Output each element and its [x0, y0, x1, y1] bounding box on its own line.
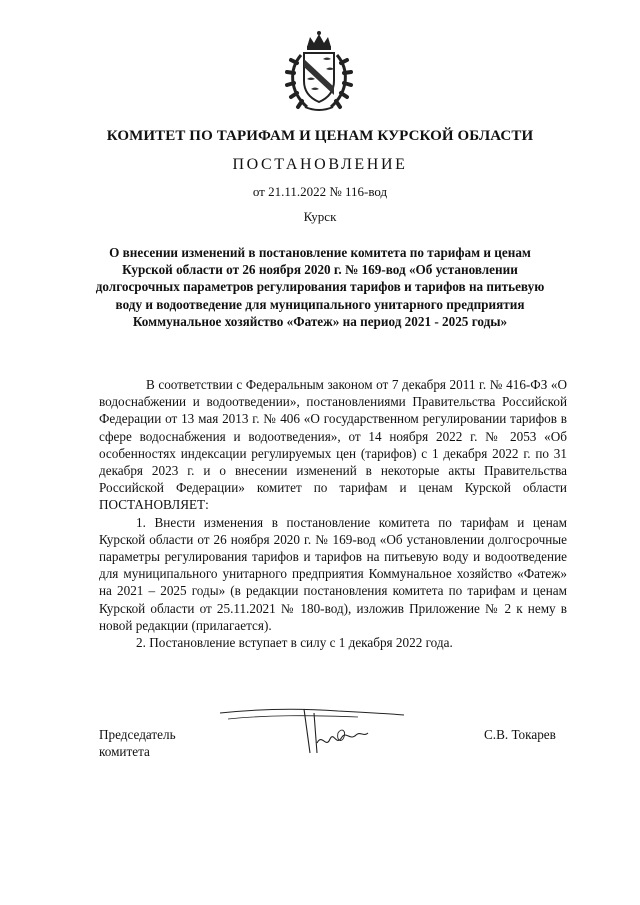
coat-of-arms-icon: [283, 29, 355, 113]
signatory-title: [99, 727, 176, 760]
signatory-title-line-2: комитета: [99, 743, 150, 759]
document-type: ПОСТАНОВЛЕНИЕ: [232, 156, 408, 173]
signatory-name: С.В. Токарев: [484, 727, 556, 742]
document-subject: О внесении изменений в постановление комитета по тарифам и ценам Курской области от 26 ноября 2020 г. № 169-вод «Об установлении долгосрочных параметров регулирования тарифов и тарифов на питьевую воду и водоотведение для муниципального унитарного предприятия Коммунальное хозяйство «Фатеж» на период 2021 - 2025 годы»: [95, 245, 545, 329]
preamble-paragraph: В соответствии с Федеральным законом от 7 декабря 2011 г. № 416-ФЗ «О водоснабжении и водоотведении», постановлениями Правительства Российской Федерации от 13 мая 2013 г. № 406 «О государственном регулировании тарифов в сфере водоснабжения и водоотведения», от 14 ноября 2022 г. № 2053 «Об особенностях индексации регулируемых цен (тарифов) с 1 декабря 2022 г. по 31 декабря 2023 г. и о внесении изменений в некоторые акты Правительства Российской Федерации» комитет по тарифам и ценам Курской области ПОСТАНОВЛЯЕТ:: [99, 377, 567, 513]
organization-title: КОМИТЕТ ПО ТАРИФАМ И ЦЕНАМ КУРСКОЙ ОБЛАСТИ: [106, 128, 534, 144]
handwritten-signature: [218, 703, 408, 759]
document-city: Курск: [303, 209, 337, 224]
signatory-title-line-1: Председатель: [99, 727, 176, 742]
resolution-item-2: 2. Постановление вступает в силу с 1 декабря 2022 года.: [136, 635, 453, 651]
document-date-number: от 21.11.2022 № 116-вод: [252, 184, 388, 199]
document-body: [99, 376, 567, 651]
resolution-item-1: 1. Внести изменения в постановление комитета по тарифам и ценам Курской области от 26 ноября 2020 г. № 169-вод «Об установлении долгосрочные параметры регулирования тарифов и тарифов на питьевую воду и водоотведение для муниципального унитарного предприятия Коммунальное хозяйство «Фатеж» на 2021 – 2025 годы» (в редакции постановления комитета по тарифам и ценам Курской области от 25.11.2021 № 180-вод), изложив Приложение № 2 к нему в новой редакции (прилагается).: [99, 514, 567, 633]
